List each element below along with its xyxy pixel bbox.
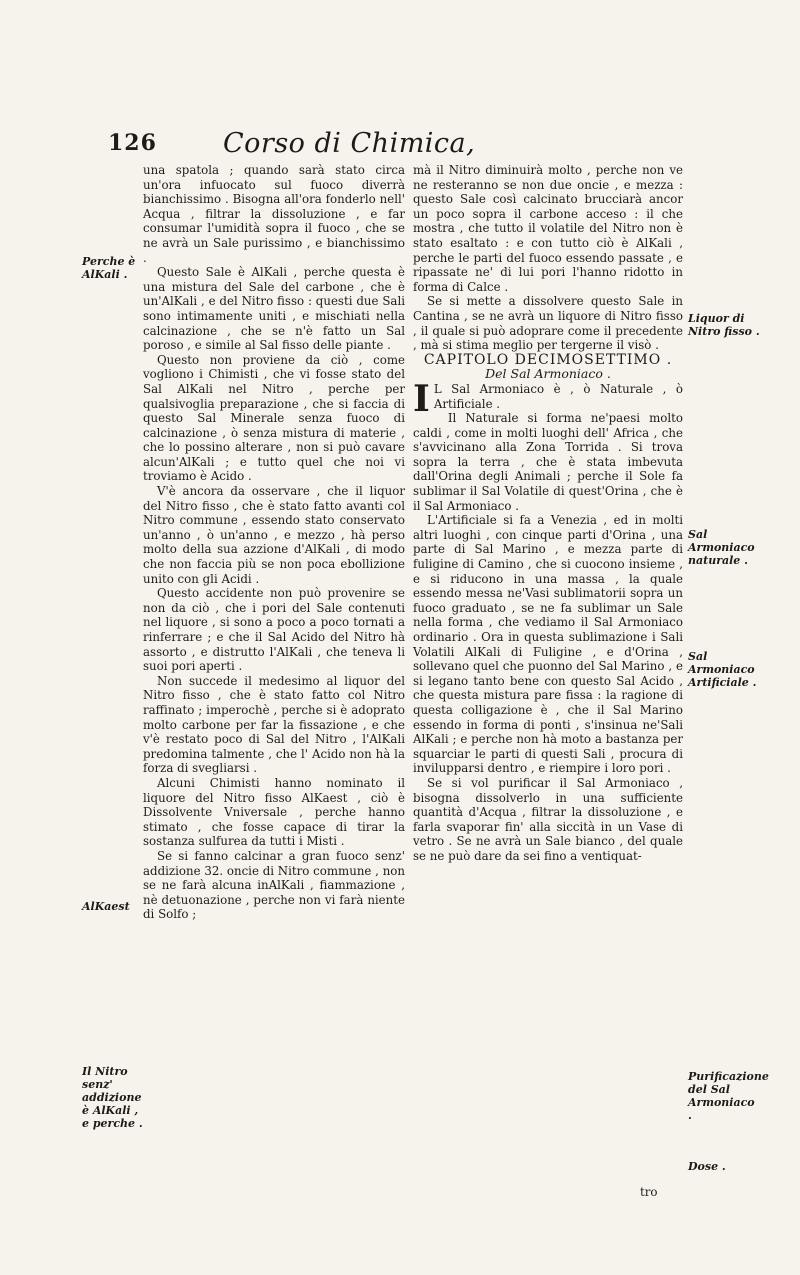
right-paragraph-5: L'Artificiale si fa a Venezia , ed in molti altri luoghi , con cinque parti d'Orina , una parte di Sal Marino , e mezza parte di fuligine di Camino , che si cuocono insieme , e si riducono in una massa , la quale essendo messa ne'Vasi sublimatorii sopra un fuoco graduato , se ne fa sublimar un Sale nella forma , che vediamo il Sal Armoniaco ordinario . Ora in questa sublimazione i Sali Volatili AlKali di Fuligine , e d'Orina , sollevano quel che puonno del Sal Marino , e si legano tanto bene con questo Sal Acido , che questa mistura pare fissa : la ragione di questa colligazione è , che il Sal Marino essendo in forma di ponti , s'insinua ne'Sali AlKali ; e perche non hà moto a bastanza per squarciar le parti di questi Sali , procura di invilupparsi dentro , e riempire i loro pori . <box>413 513 683 776</box>
margin-note-left-2: AlKaest <box>82 900 130 913</box>
left-paragraph-8: Se si fanno calcinar a gran fuoco senz' addizione 32. oncie di Nitro commune , non se ne farà alcuna inAlKali , fiammazione , nè detuonazione , perche non vi farà niente di Solfo ; <box>143 848 405 922</box>
opening-text: L Sal Armoniaco è , ò Naturale , ò Artificiale . <box>433 381 683 411</box>
right-column <box>413 163 683 864</box>
margin-note-right-5: Dose . <box>688 1160 726 1173</box>
margin-note-right-2: Sal Armoniaco naturale . <box>688 528 755 567</box>
right-paragraph-1: mà il Nitro diminuirà molto , perche non ve ne resteranno se non due oncie , e mezza : questo Sale così calcinato brucciarà ancor un poco sopra il carbone acceso : il che mostra , che tutto il volatile del Nitro non è stato esaltato : e con tutto ciò è AlKali , perche le parti del fuoco essendo passate , e ripassate ne' di lui pori l'hanno ridotto in forma di Calce . <box>413 163 683 294</box>
margin-note-left-3: Il Nitro senz' addizione è AlKali , e perche . <box>82 1065 143 1130</box>
margin-note-right-4: Purificazione del Sal Armoniaco . <box>688 1070 769 1122</box>
page-number: 126 <box>108 130 157 156</box>
catchword: tro <box>640 1185 658 1199</box>
left-paragraph-6: Non succede il medesimo al liquor del Nitro fisso , che è stato fatto col Nitro raffinato ; imperochè , perche si è adoprato molto carbone per far la fissazione , e che v'è restato poco di Sal del Nitro , l'AlKali predomina talmente , che l' Acido non hà la forza di svegliarsi . <box>143 673 405 776</box>
right-paragraph-4: Il Naturale si forma ne'paesi molto caldi , come in molti luoghi dell' Africa , che s'avvicinano alla Zona Torrida . Si trova sopra la terra , che è stata imbevuta dall'Orina degli Animali ; perche il Sole fa sublimar il Sal Volatile di quest'Orina , che è il Sal Armoniaco . <box>413 411 683 513</box>
left-paragraph-7: Alcuni Chimisti hanno nominato il liquore del Nitro fisso AlKaest , ciò è Dissolvente Vniversale , perche hanno stimato , che fosse capace di tirar la sostanza sulfurea da tutti i Misti . <box>143 775 405 849</box>
drop-cap: I <box>413 377 430 420</box>
chapter-opening-paragraph <box>413 377 683 420</box>
margin-note-left-1: Perche è AlKali . <box>82 255 136 281</box>
chapter-subtitle: Del Sal Armoniaco . <box>485 366 611 382</box>
running-title: Corso di Chimica, <box>223 128 476 159</box>
right-paragraph-2: Se si mette a dissolvere questo Sale in Cantina , se ne avrà un liquore di Nitro fisso , il quale si può adoprare come il precedente , mà si stima meglio per tergerne il visò . <box>413 294 683 353</box>
margin-note-right-3: Sal Armoniaco Artificiale . <box>688 650 757 689</box>
left-paragraph-4: V'è ancora da osservare , che il liquor del Nitro fisso , che è stato fatto avanti col Nitro commune , essendo stato conservato un'anno , ò un'anno , e mezzo , hà perso molto della sua azzione d'AlKali , di modo che non faccia più se non poca ebollizione unito con gli Acidi . <box>143 484 405 586</box>
left-paragraph-5: Questo accidente non può provenire se non da ciò , che i pori del Sale contenuti nel liquore , si sono a poco a poco tornati a rinferrare ; e che il Sal Acido del Nitro hà assorto , e distrutto l'AlKali , che teneva li suoi pori aperti . <box>143 586 405 674</box>
left-paragraph-3: Questo non proviene da ciò , come vogliono i Chimisti , che vi fosse stato del Sal AlKali nel Nitro , perche per qualsivoglia preparazione , che si faccia di questo Sal Minerale senza fuoco di calcinazione , ò senza mistura di materie , che lo possino alterare , non si può cavare alcun'AlKali ; e tutto quel che noi vi troviamo è Acido . <box>143 352 405 484</box>
left-paragraph-2: Questo Sale è AlKali , perche questa è una mistura del Sale del carbone , che è un'AlKali , e del Nitro fisso : questi due Sali sono intimamente uniti , e mischiati nella calcinazione , che se n'è fatto un Sal poroso , e simile al Sal fisso delle piante . <box>143 265 405 353</box>
left-column <box>143 163 405 922</box>
page-header <box>108 130 688 166</box>
chapter-title: CAPITOLO DECIMOSETTIMO . <box>423 351 673 368</box>
right-paragraph-6: Se si vol purificar il Sal Armoniaco , bisogna dissolverlo in una sufficiente quantità d'Acqua , filtrar la dissoluzione , e farla svaporar fin' alla siccità in un Vase di vetro . Se ne avrà un Sale bianco , del quale se ne può dare da sei fino a ventiquat- <box>413 775 683 863</box>
margin-note-right-1: Liquor di Nitro fisso . <box>688 312 760 338</box>
left-paragraph-1: una spatola ; quando sarà stato circa un'ora infuocato sul fuoco diverrà bianchissimo . Bisogna all'ora fonderlo nell' Acqua , filtrar la dissoluzione , e far consumar l'umidità sopra il fuoco , che se ne avrà un Sale purissimo , e bianchissimo . <box>143 163 405 265</box>
